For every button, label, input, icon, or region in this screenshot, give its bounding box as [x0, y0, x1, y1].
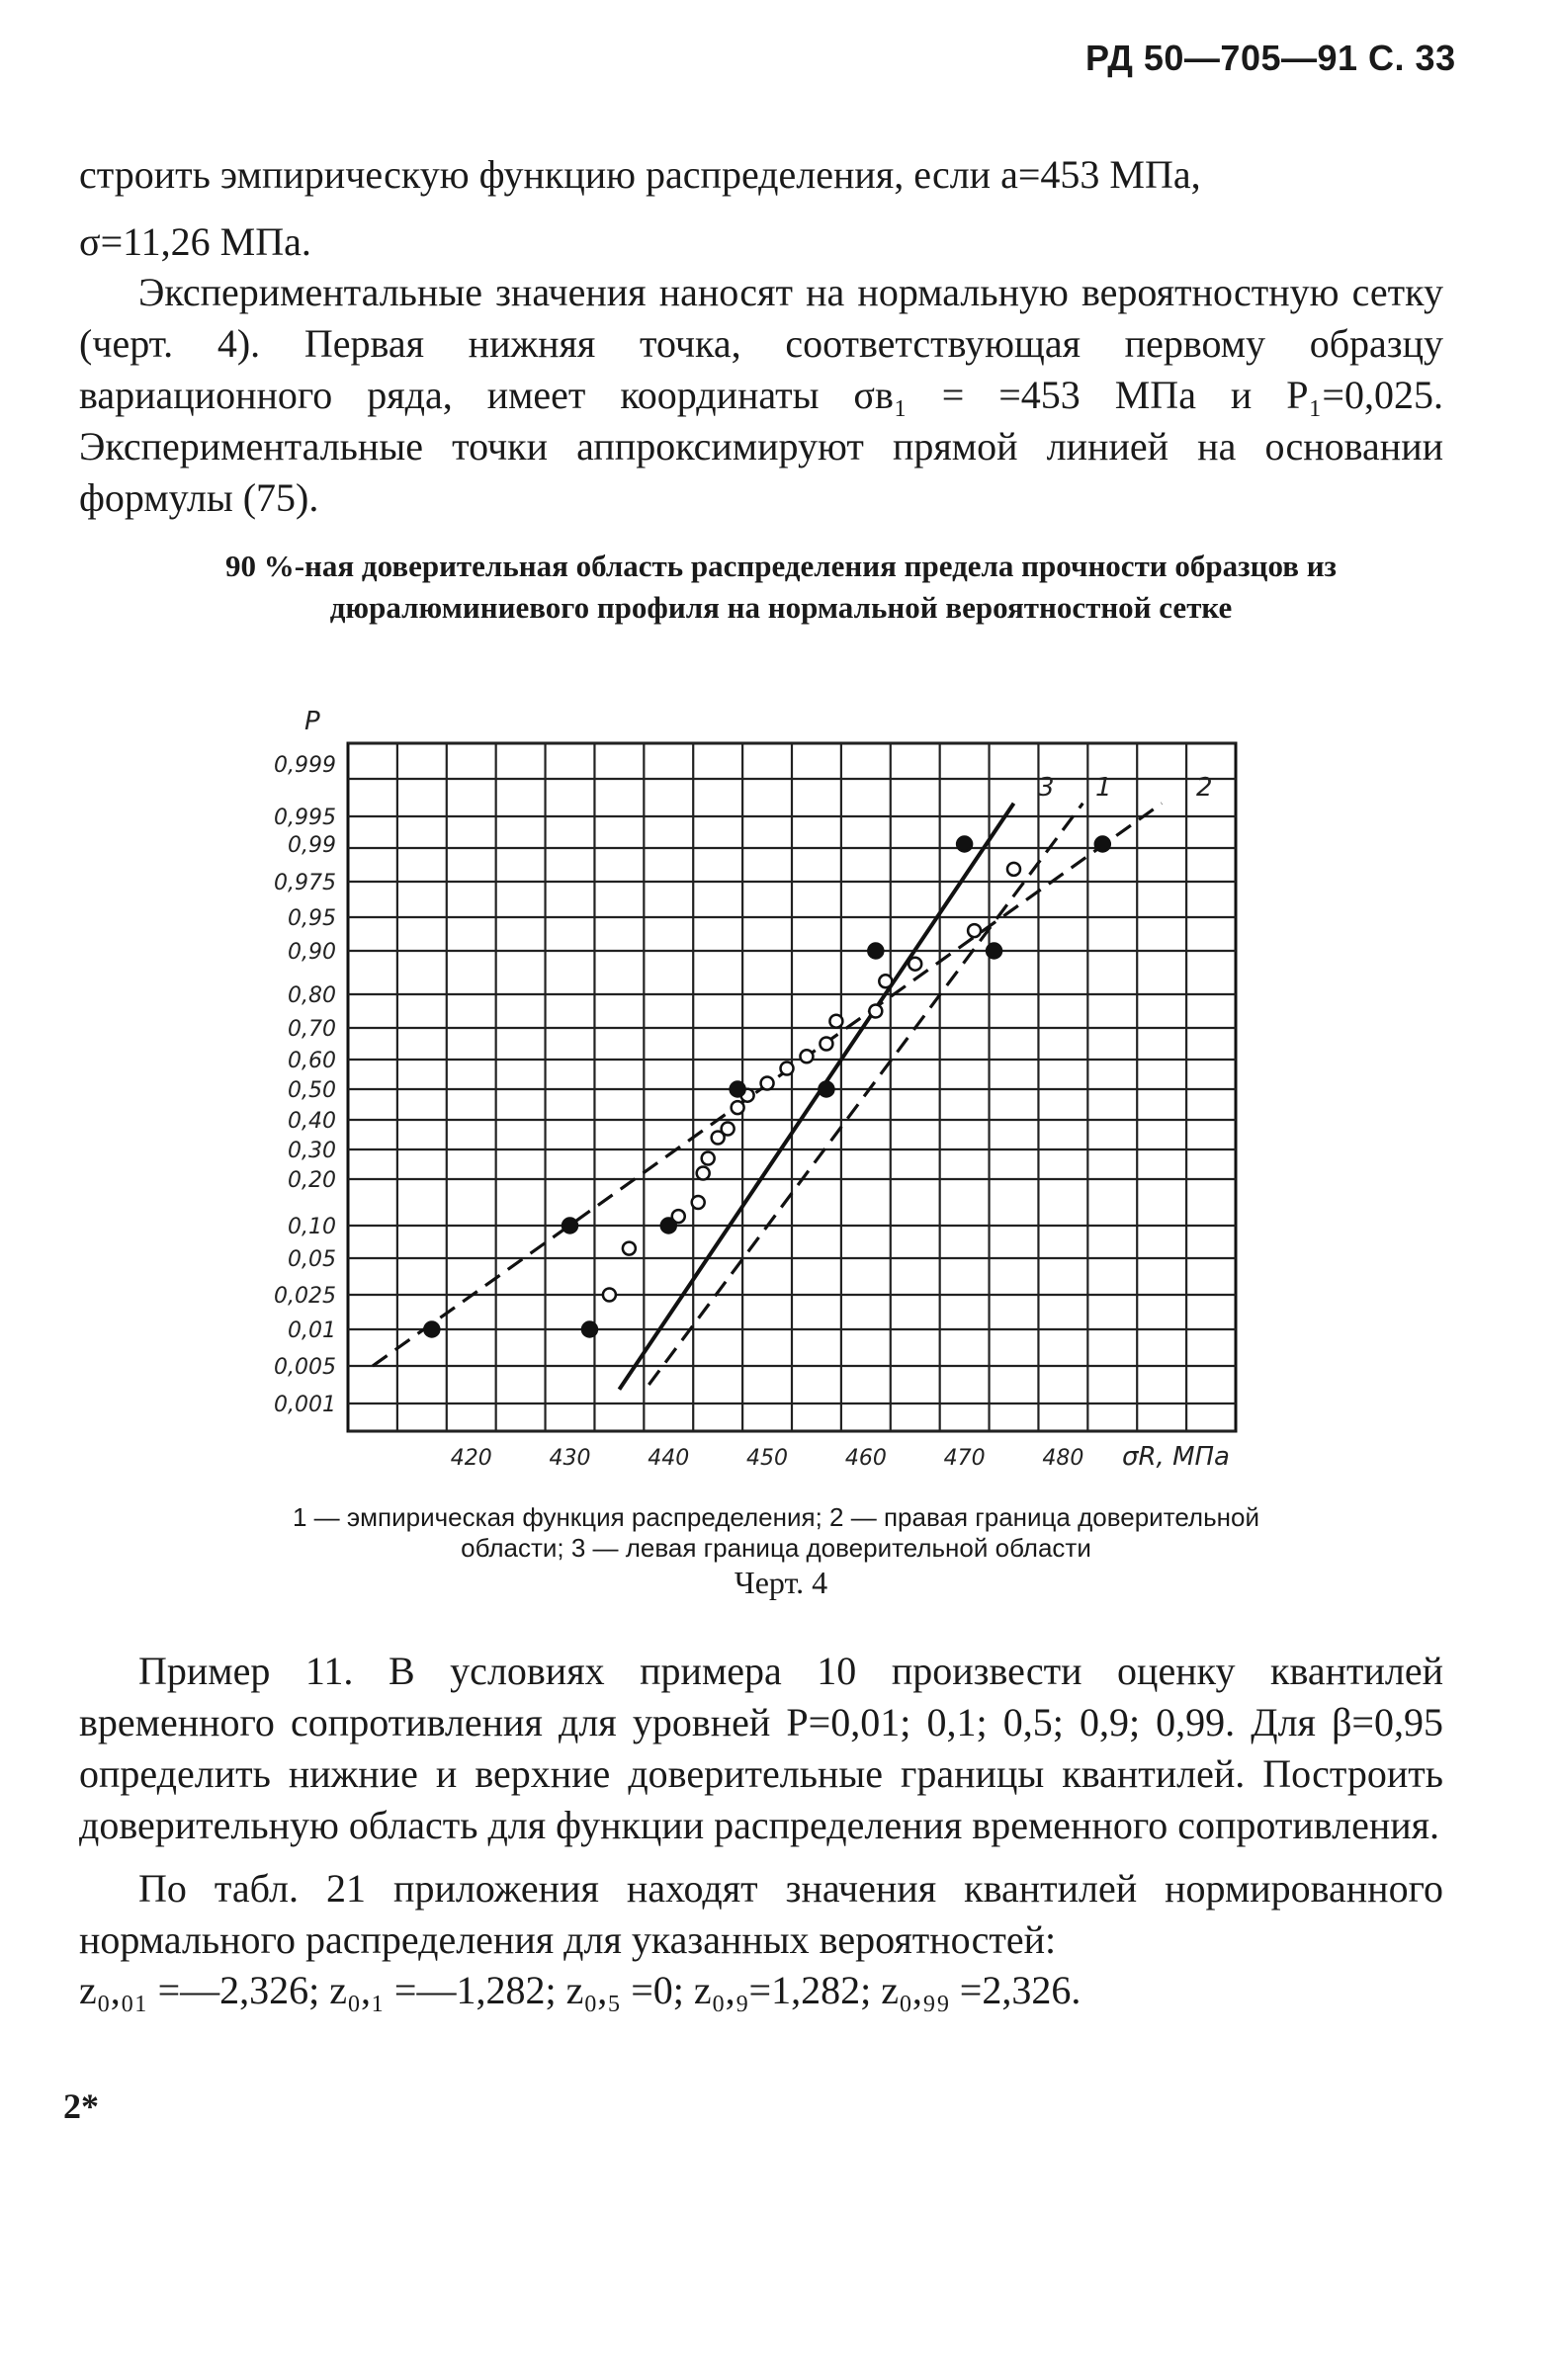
data-point-1: [761, 1077, 774, 1090]
data-point-1: [692, 1196, 705, 1209]
y-tick-label: 0,30: [288, 1139, 336, 1163]
data-point-1: [968, 924, 981, 937]
chart-lines: [373, 804, 1162, 1390]
y-tick-label: 0,10: [288, 1215, 336, 1239]
line-label-2: 2: [1196, 773, 1213, 803]
y-tick-label: 0,999: [274, 753, 336, 778]
y-tick-label: 0,01: [288, 1318, 336, 1343]
data-point-3: [957, 837, 972, 852]
x-axis-label: σR, МПа: [1122, 1442, 1230, 1472]
series-line-1: [619, 804, 1013, 1390]
data-point-3: [731, 1082, 745, 1097]
data-point-1: [623, 1242, 636, 1255]
data-point-1: [869, 1005, 882, 1018]
x-tick-label: 420: [450, 1446, 492, 1471]
data-point-3: [661, 1219, 676, 1233]
data-point-1: [781, 1062, 794, 1075]
y-tick-label: 0,50: [288, 1078, 336, 1103]
series-line-3: [649, 804, 1082, 1385]
x-tick-label: 450: [746, 1446, 789, 1471]
y-tick-label: 0,025: [274, 1284, 336, 1309]
y-tick-label: 0,80: [288, 983, 336, 1008]
figure-title: 90 %-ная доверительная область распределения предела прочности образцов из дюралюминиевого профиля на нормальной вероятностной сетке: [224, 549, 1338, 625]
data-point-2: [987, 944, 1001, 959]
page-header: РД 50—705—91 С. 33: [1085, 38, 1456, 78]
y-tick-label: 0,70: [288, 1017, 336, 1042]
x-tick-label: 430: [549, 1446, 591, 1471]
paragraph-2: Пример 11. В условиях примера 10 произвести оценку квантилей временного сопротивления для уровней P=0,01; 0,1; 0,5; 0,9; 0,99. Для β=0,95 определить нижние и верхние доверительные границы квантилей. Построить доверительную область для функции распределения временного сопротивления.: [79, 1649, 1443, 1847]
line-label-3: 3: [1038, 773, 1055, 803]
line-label-1: 1: [1095, 773, 1112, 803]
intro-line-1: строить эмпирическую функцию распределения, если а=453 МПа,: [79, 152, 1201, 197]
y-tick-label: 0,001: [274, 1393, 336, 1417]
intro-line-2: σ=11,26 МПа.: [79, 219, 311, 264]
data-point-1: [829, 1015, 842, 1028]
data-point-2: [562, 1219, 577, 1233]
y-tick-label: 0,05: [288, 1247, 336, 1272]
y-tick-label: 0,40: [288, 1109, 336, 1134]
data-point-3: [868, 944, 883, 959]
data-point-1: [1007, 863, 1020, 876]
data-point-1: [908, 958, 921, 971]
x-tick-labels: [451, 1446, 1084, 1471]
y-tick-label: 0,20: [288, 1168, 336, 1193]
data-point-2: [819, 1082, 833, 1097]
x-tick-label: 480: [1042, 1446, 1084, 1471]
data-point-1: [820, 1038, 832, 1051]
quantile-values: z₀,₀₁ =—2,326; z₀,₁ =—1,282; z₀,₅ =0; z₀,₉=1,282; z₀,₉₉ =2,326.: [79, 1968, 1081, 2012]
data-point-1: [603, 1289, 616, 1302]
figure-caption: 1 — эмпирическая функция распределения; 2 — правая граница доверительной области; 3 — левая граница доверительной области: [293, 1502, 1259, 1563]
paragraph-3: По табл. 21 приложения находят значения квантилей нормированного нормального распределения для указанных вероятностей:: [79, 1866, 1443, 1962]
data-point-1: [732, 1101, 744, 1114]
y-tick-label: 0,005: [274, 1355, 336, 1380]
y-tick-label: 0,99: [288, 833, 336, 858]
data-point-1: [702, 1152, 715, 1165]
y-tick-label: 0,975: [274, 871, 336, 895]
data-point-1: [722, 1123, 735, 1136]
paragraph-1: Экспериментальные значения наносят на нормальную вероятностную сетку (черт. 4). Первая нижняя точка, соответствующая первому образцу вариационного ряда, имеет координаты σв₁ = =453 МПа и P₁=0,025. Экспериментальные точки аппроксимируют прямой линией на основании формулы (75).: [79, 270, 1443, 520]
data-point-3: [582, 1322, 597, 1337]
y-tick-label: 0,995: [274, 806, 336, 830]
y-tick-label: 0,60: [288, 1049, 336, 1073]
data-point-2: [1095, 837, 1110, 852]
page-number: 2*: [63, 2086, 99, 2126]
data-point-1: [697, 1167, 710, 1180]
y-tick-label: 0,95: [288, 906, 336, 931]
y-tick-label: 0,90: [288, 940, 336, 965]
data-point-1: [879, 975, 892, 987]
figure-number: Черт. 4: [734, 1565, 828, 1600]
y-tick-labels: [274, 753, 336, 1417]
data-point-1: [800, 1050, 813, 1062]
x-tick-label: 440: [648, 1446, 690, 1471]
y-axis-label: P: [304, 707, 320, 736]
data-point-2: [424, 1322, 439, 1337]
x-tick-label: 460: [844, 1446, 887, 1471]
x-tick-label: 470: [943, 1446, 986, 1471]
